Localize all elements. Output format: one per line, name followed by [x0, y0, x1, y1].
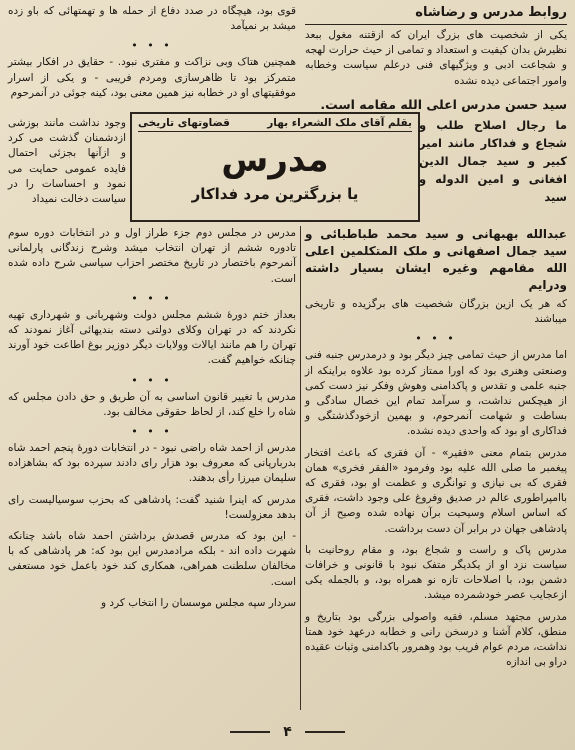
separator-stars: • • • [415, 332, 457, 346]
page-footer [0, 724, 575, 740]
box-header [138, 117, 412, 132]
right-lower-paragraph-4: مدرس پاک و راست و شجاع بود، و مقام روحانیت با سیاست نزد او از یکدیگر متفک نبود با قانونی و خرافات دشمن بود، با اصلاحات تازه نو همراه بود، و بالجمله یکی ازعجایب عصر خودشمرده میشد. [305, 543, 567, 602]
byline: بقلم آقای ملک الشعراء بهار [267, 117, 412, 129]
left-lower-paragraph-4: مدرس از احمد شاه راضی نبود - در انتخابات دورهٔ پنجم احمد شاه بدربارپانی که معروف بود هزار رای دادند سپرده بود که بشاهزاده سلیمان میرزا رأی بدهند. [8, 442, 296, 485]
right-lower-paragraph-1: که هر یک ازین بزرگان شخصیت های برگزیده و تاریخی میباشند [305, 298, 567, 326]
right-lower-paragraph-5: مدرس مجتهد مسلم، فقیه واصولی بزرگی بود بتاریخ و منطق، کلام آشنا و درسخن رانی و خطابه درعهد خود همتا نداشت، مردم عوام فریب بود وهمرور باکدامنی وثبات عقیده دراو بی اندازه [305, 610, 567, 669]
right-column-upper [305, 4, 567, 117]
left-paragraph-2: همچنین هتاک وبی نزاکت و مفتری نبود. - حقایق در افکار بیشتر متمرکز بود تا ظاهرسازی ومردم فریبی - و یکی از اسرار موفقیتهای او در خطابه نیز همین معنی بود، کینه جوئی در آنمرحوم [8, 56, 296, 99]
left-lower-paragraph-3: مدرس با تغییر قانون اساسی به آن طریق و حق دادن مجلس که شاه را خلع کند، از لحاظ حقوقی مخالف بود. [8, 390, 296, 418]
page-number: ۴ [283, 724, 292, 740]
article-subtitle: یا بزرگترین مرد فداکار [191, 185, 359, 203]
left-lower-paragraph-1: مدرس در مجلس دوم جزء طراز اول و در انتخابات دوره سوم تادوره ششم از تهران انتخاب میشد وشرح زندگانی پارلمانی آنمرحوم باختصار در تاریخ مختصر احزاب سیاسی شرح داده شده است. [8, 227, 296, 285]
left-column-lower [8, 226, 296, 617]
article-title: مدرس [221, 140, 329, 180]
right-lower-paragraph-2: اما مدرس از حیث تمامی چیز دیگر بود و درمدرس جنبه فنی وصنعتی وهنری بود که اورا ممتاز کرده بود علاوه براینکه از جنبه علمی و تقدس و پاکدامنی وهوش وفکر نیز دست کمی از هیچکس نداشت، و سرآمد تمام این خصال سادگی و بساطت و شهامت آنمرحوم، و بهمین ازخودگذشتگی و فداکاری او بود که واحدی دیده نشده. [305, 349, 567, 438]
section-rule [305, 24, 567, 25]
right-lower-paragraph-3: مدرس بتمام معنی «فقیر» - آن فقری که باعث افتخار پیغمبر ما صلی الله علیه بود وفرمود «الفقر فخری» همان فقری که بی نیازی و توانگری و عظمت او بود، فقری که باامپراطوری عالم در صدیق وفروغ علی وجود داشت، فقری که اساس اسلام وسیحیت برآن نهاده شده وصیح از آن پادشاهی جهان در برابر آن دست برداشت. [305, 446, 567, 535]
left-lower-paragraph-6: - این بود که مدرس قصدش برداشتن احمد شاه باشد چنانکه شهرت داده اند - بلکه مرادمدرس این بود که: هر پادشاهی که با مخالفان سلطنت همراهی، همکاری کند خود باعمل خود مستعفی است. [8, 530, 296, 588]
footer-dash-right [230, 731, 270, 733]
left-mid-paragraph: وجود نداشت مانند بوزشی ازدشمنان گذشت می کرد و ازآنها بجزئی احتمال فایده عمومی حمایت می نمود و احساسات را در سیاست دخالت نمیداد [8, 117, 126, 206]
right-paragraph-1: یکی از شخصیت های بزرگ ایران که ازقتنه مغول ببعد نظیرش بدان کیفیت و استعداد و تمامی از حیث حرارت لهجه و شجاعت ادبی و ویژگیهای فنی درعلم سیاست وخطابه وامور اجتماعی دیده نشده [305, 29, 567, 87]
left-lower-paragraph-7: سردار سپه مجلس موسسان را انتخاب کرد و [101, 596, 296, 609]
left-column-upper [8, 4, 296, 107]
left-paragraph-1: قوی بود، هیچگاه در صدد دفاع از حمله ها و تهمتهائی که باو زده میشد بر نمیآمد [8, 5, 296, 33]
right-bold-line: سید حسن مدرس اعلی الله مقامه است. [320, 96, 567, 112]
section-title: روابط مدرس و رضاشاه [415, 5, 567, 20]
article-title-box [130, 112, 420, 222]
right-lower-bold: عبدالله بهبهانی و سید محمد طباطبائی و سید جمال اصفهانی و ملک المتکلمین اعلی الله مقامهم وغیره ایشان بسیار داشته ودرایم [305, 227, 567, 292]
separator-stars: • • • [131, 373, 173, 387]
right-column-lower [305, 226, 567, 676]
right-mid-paragraph: ما رجال اصلاح طلب و شجاع و فداکار مانند امیر کبیر و سید جمال الدین افغانی و امین الدوله و سید [419, 118, 567, 204]
right-column-mid [419, 116, 567, 209]
left-lower-paragraph-2: بعداز ختم دورهٔ ششم مجلس دولت وشهربانی و شهرداری تهیه نکردند که در تهران وکلای دولتی دسته بندیهائی آغاز نمودند که تهران را هم مانند ایالات وولایات دیگر دوزیر بوغ اطاعت خود آورند چنانکه خواهیم گفت. [8, 308, 296, 367]
left-column-mid [8, 116, 126, 213]
footer-dash-left [305, 731, 345, 733]
box-section-label: قضاوتهای تاریخی [138, 117, 230, 129]
separator-stars: • • • [131, 425, 173, 439]
column-divider [300, 226, 301, 710]
separator-stars: • • • [131, 39, 173, 53]
separator-stars: • • • [131, 291, 173, 305]
left-lower-paragraph-5: مدرس که اینرا شنید گفت: پادشاهی که بحزب سوسیالیست رای بدهد معزولست! [8, 493, 296, 521]
